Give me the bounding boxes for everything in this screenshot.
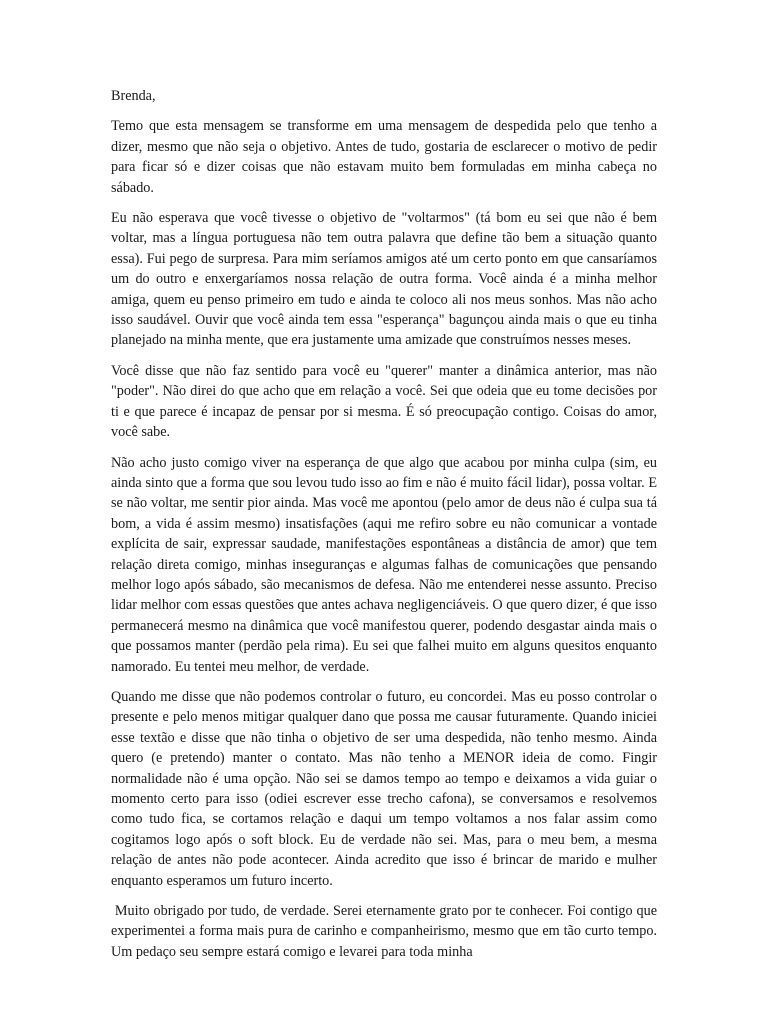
paragraph-6: Muito obrigado por tudo, de verdade. Serei eternamente grato por te conhecer. Foi contigo que experimentei a forma mais pura de carinho e companheirismo, mesmo que em tão curto tempo. Um pedaço seu sempre estará comigo e levarei para toda minha [111, 903, 661, 960]
paragraph-4: Não acho justo comigo viver na esperança de que algo que acabou por minha culpa (sim, eu ainda sinto que a forma que sou levou tudo isso ao fim e não é muito fácil lidar), possa voltar. E se não voltar, me sentir pior ainda. Mas você me apontou (pelo amor de deus não é culpa sua tá bom, a vida é assim mesmo) insatisfações (aqui me refiro sobre eu não comunicar a vontade explícita de sair, expressar saudade, manifestações espontâneas a distância de amor) que tem relação direta comigo, minhas inseguranças e algumas falhas de comunicações que pensando melhor logo após sábado, são mecanismos de defesa. Não me entenderei nesse assunto. Preciso lidar melhor com essas questões que antes achava negligenciáveis. O que quero dizer, é que isso permanecerá mesmo na dinâmica que você manifestou querer, podendo desgastar ainda mais o que possamos manter (perdão pela rima). Eu sei que falhei muito em alguns quesitos enquanto namorado. Eu tentei meu melhor, de verdade. [111, 454, 657, 675]
paragraph-3: Você disse que não faz sentido para você eu "querer" manter a dinâmica anterior, mas não "poder". Não direi do que acho que em relação a você. Sei que odeia que eu tome decisões por ti e que parece é incapaz de pensar por si mesma. É só preocupação contigo. Coisas do amor, você sabe. [111, 362, 657, 441]
paragraph-5: Quando me disse que não podemos controlar o futuro, eu concordei. Mas eu posso controlar o presente e pelo menos mitigar qualquer dano que possa me causar futuramente. Quando iniciei esse textão e disse que não tinha o objetivo de ser uma despedida, não tenho mesmo. Ainda quero (e pretendo) manter o contato. Mas não tenho a MENOR ideia de como. Fingir normalidade não é uma opção. Não sei se damos tempo ao tempo e deixamos a vida guiar o momento certo para isso (odiei escrever esse trecho cafona), se conversamos e resolvemos como tudo fica, se cortamos relação e daqui um tempo voltamos a nos falar assim como cogitamos logo após o soft block. Eu de verdade não sei. Mas, para o meu bem, a mesma relação de antes não pode acontecer. Ainda acredito que isso é brincar de marido e mulher enquanto esperamos um futuro incerto. [111, 688, 657, 889]
paragraph-2: Eu não esperava que você tivesse o objetivo de "voltarmos" (tá bom eu sei que não é bem voltar, mas a língua portuguesa não tem outra palavra que define tão bem a situação quanto essa). Fui pego de surpresa. Para mim seríamos amigos até um certo ponto em que cansaríamos um do outro e enxergaríamos nossa relação de outra forma. Você ainda é a minha melhor amiga, quem eu penso primeiro em tudo e ainda te coloco ali nos meus sonhos. Mas não acho isso saudável. Ouvir que você ainda tem essa "esperança" bagunçou ainda mais o que eu tinha planejado na minha mente, que era justamente uma amizade que construímos nesses meses. [111, 210, 657, 349]
paragraph-1: Temo que esta mensagem se transforme em uma mensagem de despedida pelo que tenho a dizer, mesmo que não seja o objetivo. Antes de tudo, gostaria de esclarecer o motivo de pedir para ficar só e dizer coisas que não estavam muito bem formuladas em minha cabeça no sábado. [111, 118, 657, 196]
letter-page [111, 86, 661, 972]
letter-greeting: Brenda, [111, 88, 156, 104]
